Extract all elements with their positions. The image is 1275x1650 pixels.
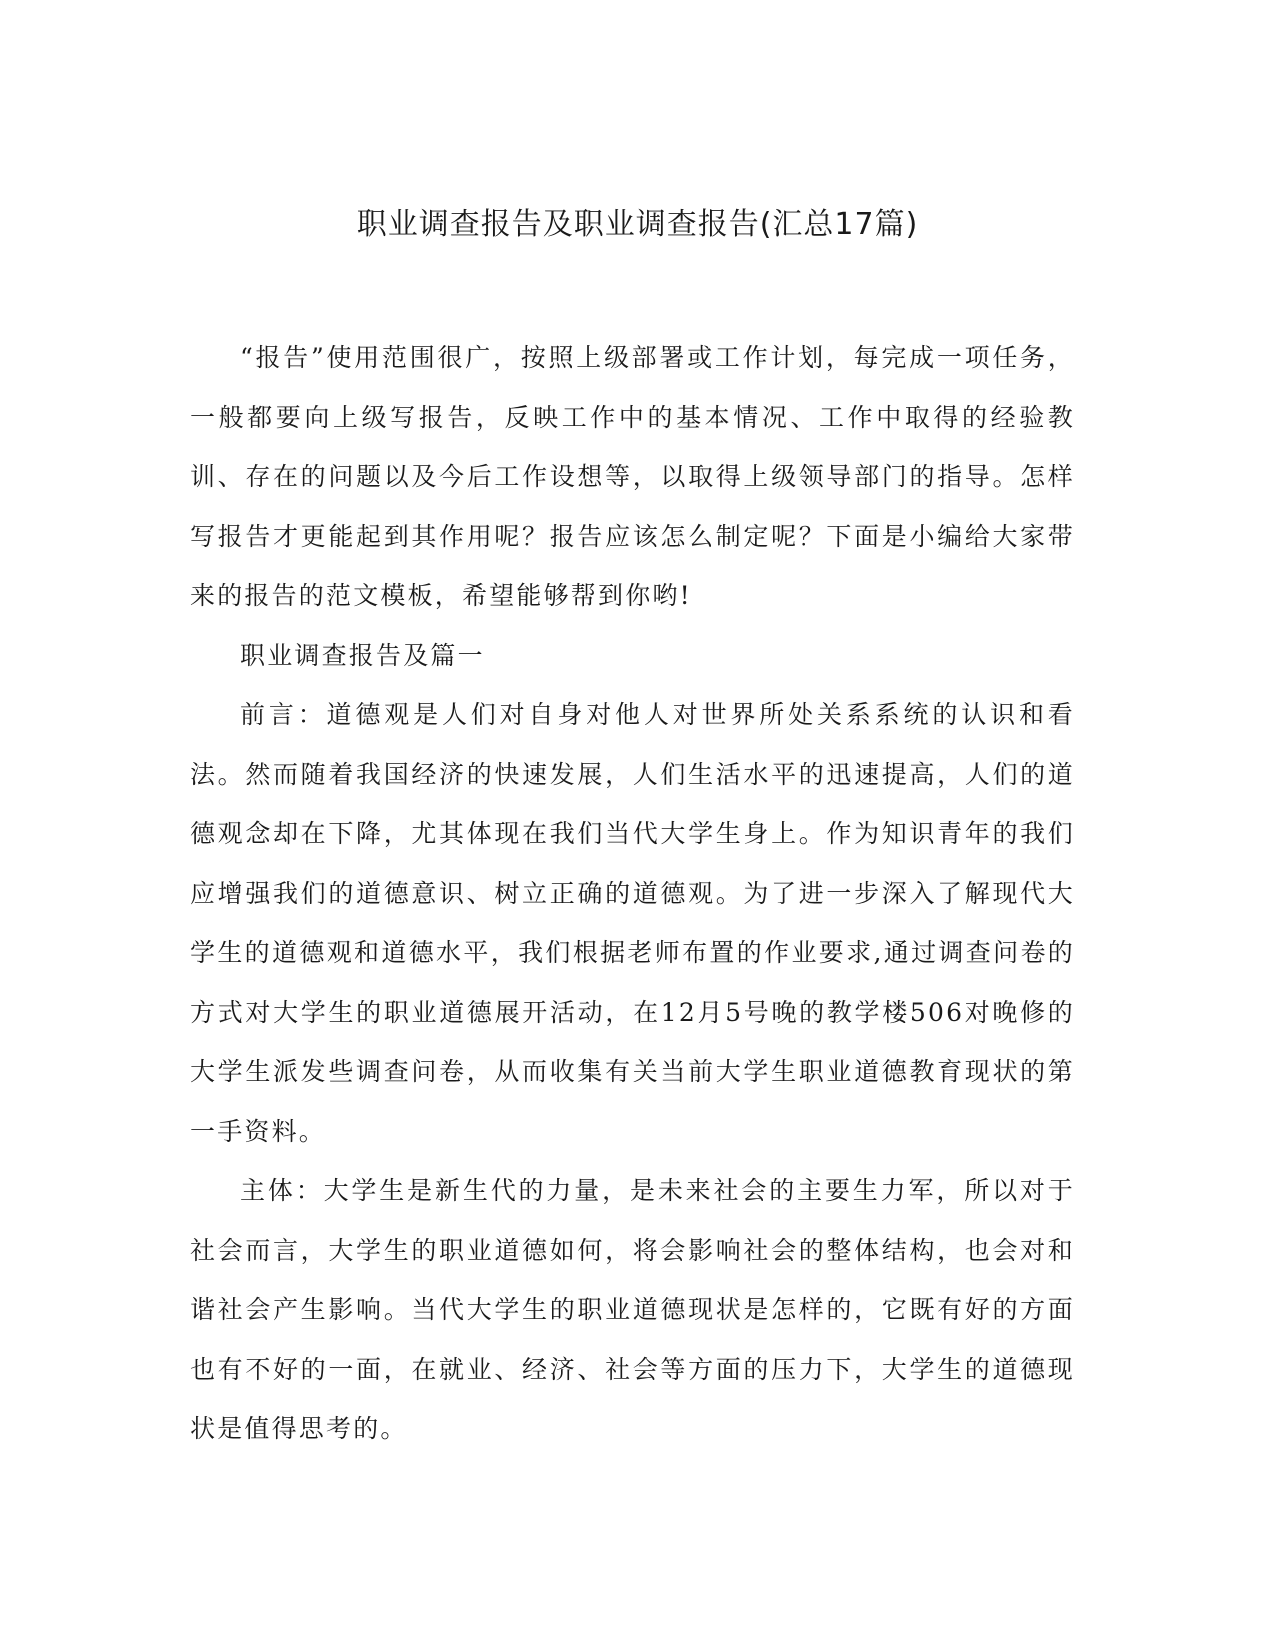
main-body-paragraph: 主体：大学生是新生代的力量，是未来社会的主要生力军，所以对于社会而言，大学生的职业道德如何，将会影响社会的整体结构，也会对和谐社会产生影响。当代大学生的职业道德现状是怎样的，它既有好的方面也有不好的一面，在就业、经济、社会等方面的压力下，大学生的道德现状是值得思考的。: [190, 1176, 1075, 1443]
document-body: [190, 328, 1075, 1459]
document-title: 职业调查报告及职业调查报告(汇总17篇): [356, 207, 919, 242]
section-heading: 职业调查报告及篇一: [240, 640, 485, 670]
intro-paragraph: “报告”使用范围很广，按照上级部署或工作计划，每完成一项任务，一般都要向上级写报告，反映工作中的基本情况、工作中取得的经验教训、存在的问题以及今后工作设想等，以取得上级领导部门的指导。怎样写报告才更能起到其作用呢？报告应该怎么制定呢？下面是小编给大家带来的报告的范文模板，希望能够帮到你哟!: [190, 343, 1075, 610]
preface-paragraph: 前言：道德观是人们对自身对他人对世界所处关系系统的认识和看法。然而随着我国经济的快速发展，人们生活水平的迅速提高，人们的道德观念却在下降，尤其体现在我们当代大学生身上。作为知识青年的我们应增强我们的道德意识、树立正确的道德观。为了进一步深入了解现代大学生的道德观和道德水平，我们根据老师布置的作业要求,通过调查问卷的方式对大学生的职业道德展开活动，在12月5号晚的教学楼506对晚修的大学生派发些调查问卷，从而收集有关当前大学生职业道德教育现状的第一手资料。: [190, 700, 1075, 1146]
